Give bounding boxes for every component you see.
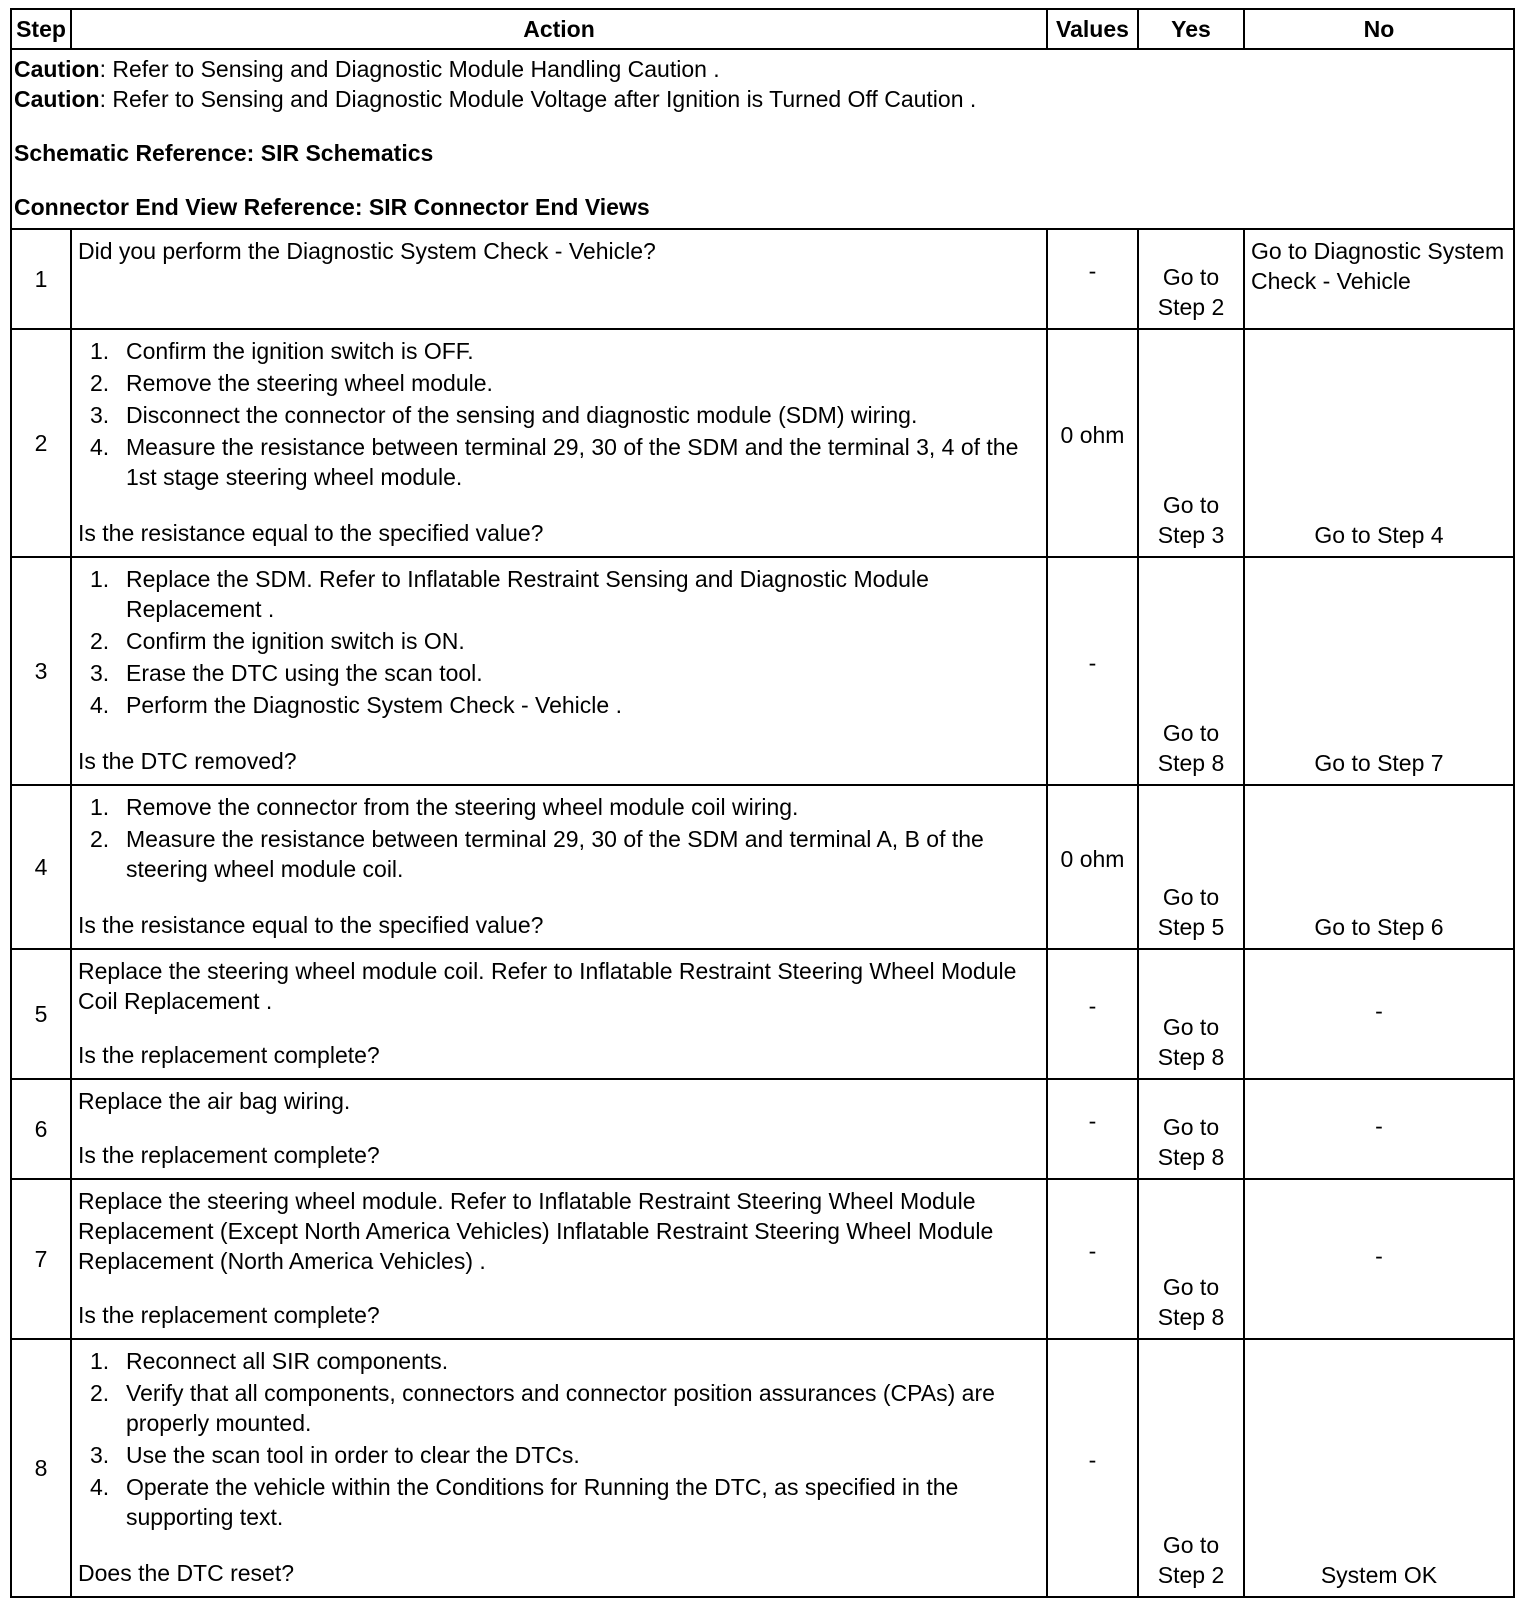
action-item-number: 2. [90, 370, 110, 396]
action-question: Is the replacement complete? [78, 1142, 380, 1168]
action-item-number: 3. [90, 402, 110, 428]
action-item-text: Erase the DTC using the scan tool. [126, 660, 483, 686]
action-text: Replace the steering wheel module. Refer to Inflatable Restraint Steering Wheel Module Replacement (Except North America Vehicles) Inflatable Restraint Steering Wheel Module Replacement (North America Vehicles) . [78, 1188, 994, 1274]
no-cell: - [1244, 1079, 1514, 1179]
action-item [90, 690, 1040, 720]
yes-target-line: Step 8 [1157, 1044, 1225, 1070]
action-cell [71, 949, 1047, 1079]
header-action: Action [71, 9, 1047, 49]
action-item-number: 1. [90, 794, 110, 820]
action-item [90, 564, 1040, 624]
yes-target-line: Go to [1162, 1114, 1220, 1140]
action-question: Is the DTC removed? [78, 748, 297, 774]
action-item-text: Use the scan tool in order to clear the DTCs. [126, 1442, 580, 1468]
action-item-text: Remove the connector from the steering wheel module coil wiring. [126, 794, 799, 820]
action-item [90, 658, 1040, 688]
action-item-number: 1. [90, 1348, 110, 1374]
caution-line-2 [14, 84, 1511, 114]
action-item-number: 4. [90, 1474, 110, 1500]
intro-row [11, 49, 1514, 229]
action-content [78, 236, 1040, 320]
yes-cell [1138, 557, 1244, 785]
table-row [11, 229, 1514, 329]
table-row [11, 329, 1514, 557]
action-item-text: Operate the vehicle within the Conditions for Running the DTC, as specified in the supporting text. [126, 1474, 959, 1530]
no-cell: Go to Step 7 [1244, 557, 1514, 785]
action-item-number: 3. [90, 1442, 110, 1468]
action-item [90, 1440, 1040, 1470]
yes-target-line: Go to [1162, 884, 1220, 910]
action-text: Replace the steering wheel module coil. Refer to Inflatable Restraint Steering Wheel Module Coil Replacement . [78, 958, 1017, 1014]
value-cell: - [1047, 1179, 1138, 1339]
action-content [78, 956, 1040, 1070]
yes-target-line: Go to [1162, 492, 1220, 518]
action-item [90, 368, 1040, 398]
action-item-number: 3. [90, 660, 110, 686]
step-number: 2 [11, 329, 71, 557]
yes-target-line: Step 2 [1157, 294, 1225, 320]
header-row [11, 9, 1514, 49]
yes-target-line: Go to [1162, 1014, 1220, 1040]
action-item-number: 2. [90, 628, 110, 654]
action-question: Does the DTC reset? [78, 1560, 295, 1586]
action-item-number: 1. [90, 566, 110, 592]
action-list [78, 564, 1040, 722]
value-cell: - [1047, 557, 1138, 785]
action-item-text: Disconnect the connector of the sensing and diagnostic module (SDM) wiring. [126, 402, 918, 428]
action-item-number: 4. [90, 692, 110, 718]
table-row [11, 949, 1514, 1079]
action-question: Is the replacement complete? [78, 1042, 380, 1068]
yes-cell [1138, 949, 1244, 1079]
action-cell [71, 1339, 1047, 1597]
action-cell [71, 785, 1047, 949]
caution-text: : Refer to Sensing and Diagnostic Module Handling Caution . [99, 56, 720, 82]
action-item-text: Confirm the ignition switch is OFF. [126, 338, 474, 364]
caution-label: Caution [14, 56, 100, 82]
action-item-text: Measure the resistance between terminal 29, 30 of the SDM and terminal A, B of the steering wheel module coil. [126, 826, 984, 882]
action-question: Is the replacement complete? [78, 1302, 380, 1328]
action-cell [71, 1079, 1047, 1179]
yes-target-line: Go to [1162, 1274, 1220, 1300]
action-item [90, 824, 1040, 884]
no-cell: - [1244, 949, 1514, 1079]
action-text: Did you perform the Diagnostic System Check - Vehicle? [78, 238, 656, 264]
action-item-text: Replace the SDM. Refer to Inflatable Restraint Sensing and Diagnostic Module Replacement . [126, 566, 929, 622]
schematic-reference: Schematic Reference: SIR Schematics [14, 140, 434, 166]
header-step: Step [11, 9, 71, 49]
value-cell: - [1047, 1079, 1138, 1179]
step-number: 4 [11, 785, 71, 949]
yes-target-line: Step 2 [1157, 1562, 1225, 1588]
yes-cell [1138, 1079, 1244, 1179]
action-item-text: Perform the Diagnostic System Check - Vehicle . [126, 692, 622, 718]
step-number: 8 [11, 1339, 71, 1597]
action-question: Is the resistance equal to the specified value? [78, 520, 544, 546]
step-number: 7 [11, 1179, 71, 1339]
action-item [90, 432, 1040, 492]
value-cell: 0 ohm [1047, 785, 1138, 949]
value-cell: - [1047, 229, 1138, 329]
action-text: Replace the air bag wiring. [78, 1088, 351, 1114]
action-item-text: Measure the resistance between terminal 29, 30 of the SDM and the terminal 3, 4 of the 1st stage steering wheel module. [126, 434, 1019, 490]
caution-text: : Refer to Sensing and Diagnostic Module Voltage after Ignition is Turned Off Caution . [99, 86, 977, 112]
action-item-number: 2. [90, 1380, 110, 1406]
diagnostic-table [10, 8, 1515, 1598]
action-item-number: 1. [90, 338, 110, 364]
yes-target-line: Go to [1162, 264, 1220, 290]
no-cell: Go to Step 6 [1244, 785, 1514, 949]
step-number: 5 [11, 949, 71, 1079]
action-list [78, 1346, 1040, 1534]
no-cell: Go to Step 4 [1244, 329, 1514, 557]
yes-target-line: Step 3 [1157, 522, 1225, 548]
yes-cell [1138, 785, 1244, 949]
action-item-number: 4. [90, 434, 110, 460]
yes-target-line: Step 8 [1157, 1304, 1225, 1330]
action-list [78, 792, 1040, 886]
connector-reference: Connector End View Reference: SIR Connector End Views [14, 194, 650, 220]
step-number: 6 [11, 1079, 71, 1179]
no-cell: Go to Diagnostic System Check - Vehicle [1244, 229, 1514, 329]
header-yes: Yes [1138, 9, 1244, 49]
action-cell [71, 329, 1047, 557]
action-content [78, 1186, 1040, 1330]
caution-label: Caution [14, 86, 100, 112]
action-item [90, 336, 1040, 366]
header-values: Values [1047, 9, 1138, 49]
action-cell [71, 557, 1047, 785]
action-item [90, 626, 1040, 656]
no-cell: - [1244, 1179, 1514, 1339]
yes-target-line: Go to [1162, 1532, 1220, 1558]
table-row [11, 1079, 1514, 1179]
action-item [90, 1378, 1040, 1438]
action-content [78, 792, 1040, 940]
action-content [78, 336, 1040, 548]
action-cell [71, 1179, 1047, 1339]
action-question: Is the resistance equal to the specified value? [78, 912, 544, 938]
yes-target-line: Step 8 [1157, 1144, 1225, 1170]
action-item [90, 792, 1040, 822]
no-cell: System OK [1244, 1339, 1514, 1597]
yes-cell [1138, 329, 1244, 557]
step-number: 1 [11, 229, 71, 329]
yes-target-line: Step 5 [1157, 914, 1225, 940]
action-item-text: Reconnect all SIR components. [126, 1348, 449, 1374]
action-item-number: 2. [90, 826, 110, 852]
value-cell: - [1047, 949, 1138, 1079]
yes-target-line: Step 8 [1157, 750, 1225, 776]
action-cell [71, 229, 1047, 329]
yes-cell [1138, 229, 1244, 329]
action-item-text: Confirm the ignition switch is ON. [126, 628, 465, 654]
action-content [78, 1086, 1040, 1170]
step-number: 3 [11, 557, 71, 785]
yes-cell [1138, 1179, 1244, 1339]
action-item [90, 1472, 1040, 1532]
action-content [78, 1346, 1040, 1588]
action-item [90, 1346, 1040, 1376]
action-list [78, 336, 1040, 494]
value-cell: 0 ohm [1047, 329, 1138, 557]
table-row [11, 1339, 1514, 1597]
action-content [78, 564, 1040, 776]
yes-cell [1138, 1339, 1244, 1597]
caution-line-1 [14, 54, 1511, 84]
header-no: No [1244, 9, 1514, 49]
value-cell: - [1047, 1339, 1138, 1597]
action-item-text: Verify that all components, connectors and connector position assurances (CPAs) are properly mounted. [126, 1380, 995, 1436]
action-item [90, 400, 1040, 430]
yes-target-line: Go to [1162, 720, 1220, 746]
table-row [11, 1179, 1514, 1339]
action-item-text: Remove the steering wheel module. [126, 370, 493, 396]
table-row [11, 557, 1514, 785]
intro-cell [11, 49, 1514, 229]
table-row [11, 785, 1514, 949]
